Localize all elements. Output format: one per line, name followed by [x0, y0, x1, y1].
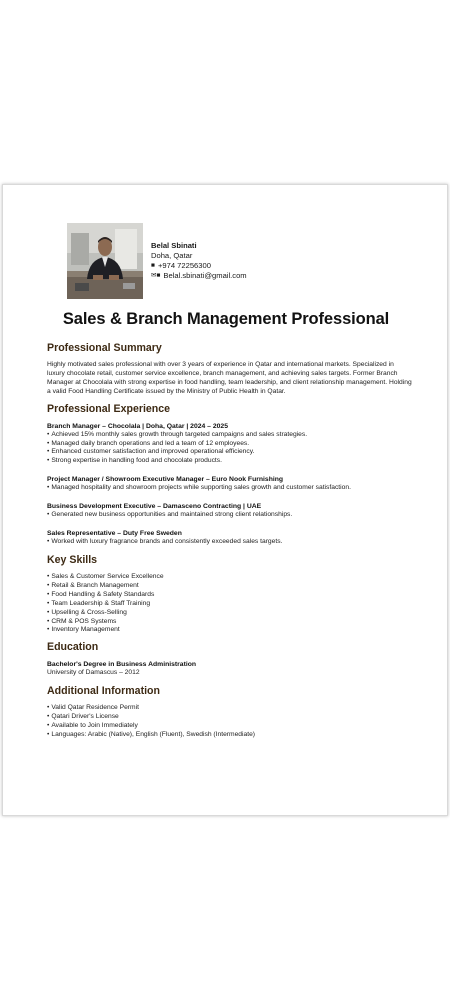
- list-item: • CRM & POS Systems: [47, 617, 117, 625]
- job-entry: [47, 502, 412, 520]
- location-row: [151, 251, 247, 261]
- additional-section: [47, 684, 412, 740]
- degree-title: Bachelor's Degree in Business Administration: [47, 661, 197, 669]
- resume-headline: Sales & Branch Management Professional: [62, 310, 390, 328]
- job-entry: [47, 475, 412, 493]
- list-item: • Retail & Branch Management: [47, 581, 139, 589]
- list-item: • Managed hospitality and showroom projects while supporting sales growth and customer satisfaction.: [47, 484, 351, 492]
- list-item: • Languages: Arabic (Native), English (Fluent), Swedish (Intermediate): [47, 730, 256, 738]
- candidate-name: Belal Sbinati: [151, 241, 197, 250]
- resume-page: [2, 184, 448, 816]
- list-item: • Team Leadership & Staff Training: [47, 599, 151, 607]
- summary-text: Highly motivated sales professional with over 3 years of experience in Qatar and international markets. Specialized in luxury chocolate retail, customer service excellence, branch management, and achieving sales targets. Former Branch Manager at Chocolala with strong expertise in food handling, team leadership, and client relationship management. Holding a valid Food Handling Certificate issued by the Ministry of Public Health in Qatar.: [47, 361, 412, 395]
- list-item: • Achieved 15% monthly sales growth through targeted campaigns and sales strategies.: [47, 430, 308, 438]
- list-item: • Food Handling & Safety Standards: [47, 590, 155, 598]
- job-entry: [47, 529, 412, 547]
- summary-section: [47, 341, 412, 397]
- school-text: University of Damascus – 2012: [47, 669, 140, 677]
- list-item: • Sales & Customer Service Excellence: [47, 572, 164, 580]
- skills-section: [47, 553, 412, 635]
- list-item: • Inventory Management: [47, 626, 120, 634]
- phone-icon: ■: [151, 262, 155, 269]
- list-item: • Available to Join Immediately: [47, 722, 138, 730]
- list-item: • Valid Qatar Residence Permit: [47, 704, 139, 712]
- email-link[interactable]: Belal.sbinati@gmail.com: [163, 271, 247, 280]
- list-item: • Managed daily branch operations and led a team of 12 employees.: [47, 439, 250, 447]
- phone-row: [151, 261, 247, 271]
- list-item: • Upselling & Cross-Selling: [47, 608, 127, 616]
- location-text: Doha, Qatar: [151, 251, 193, 260]
- envelope-icon: ✉■: [151, 272, 161, 279]
- job-title: Business Development Executive – Damasceno Contracting | UAE: [47, 503, 262, 511]
- email-row: [151, 271, 247, 281]
- additional-title: Additional Information: [47, 685, 160, 698]
- phone-text: +974 72256300: [157, 261, 211, 270]
- job-title: Project Manager / Showroom Executive Manager – Euro Nook Furnishing: [47, 476, 284, 484]
- experience-title: Professional Experience: [47, 402, 171, 415]
- education-section: [47, 640, 412, 678]
- list-item: • Strong expertise in handling food and chocolate products.: [47, 457, 222, 465]
- education-title: Education: [47, 641, 99, 654]
- job-title: Sales Representative – Duty Free Sweden: [47, 530, 182, 538]
- list-item: • Enhanced customer satisfaction and improved operational efficiency.: [47, 448, 255, 456]
- resume-content: [47, 341, 412, 740]
- skills-title: Key Skills: [47, 553, 98, 566]
- summary-title: Professional Summary: [47, 342, 162, 354]
- contact-block: [151, 241, 247, 281]
- list-item: • Worked with luxury fragrance brands and consistently exceeded sales targets.: [47, 538, 283, 546]
- experience-section: [47, 402, 412, 547]
- job-title: Branch Manager – Chocolala | Doha, Qatar | 2024 – 2025: [47, 422, 228, 430]
- job-entry: [47, 422, 412, 467]
- list-item: • Qatari Driver's License: [47, 713, 119, 721]
- profile-photo: [67, 223, 143, 299]
- list-item: • Generated new business opportunities and maintained strong client relationships.: [47, 511, 293, 519]
